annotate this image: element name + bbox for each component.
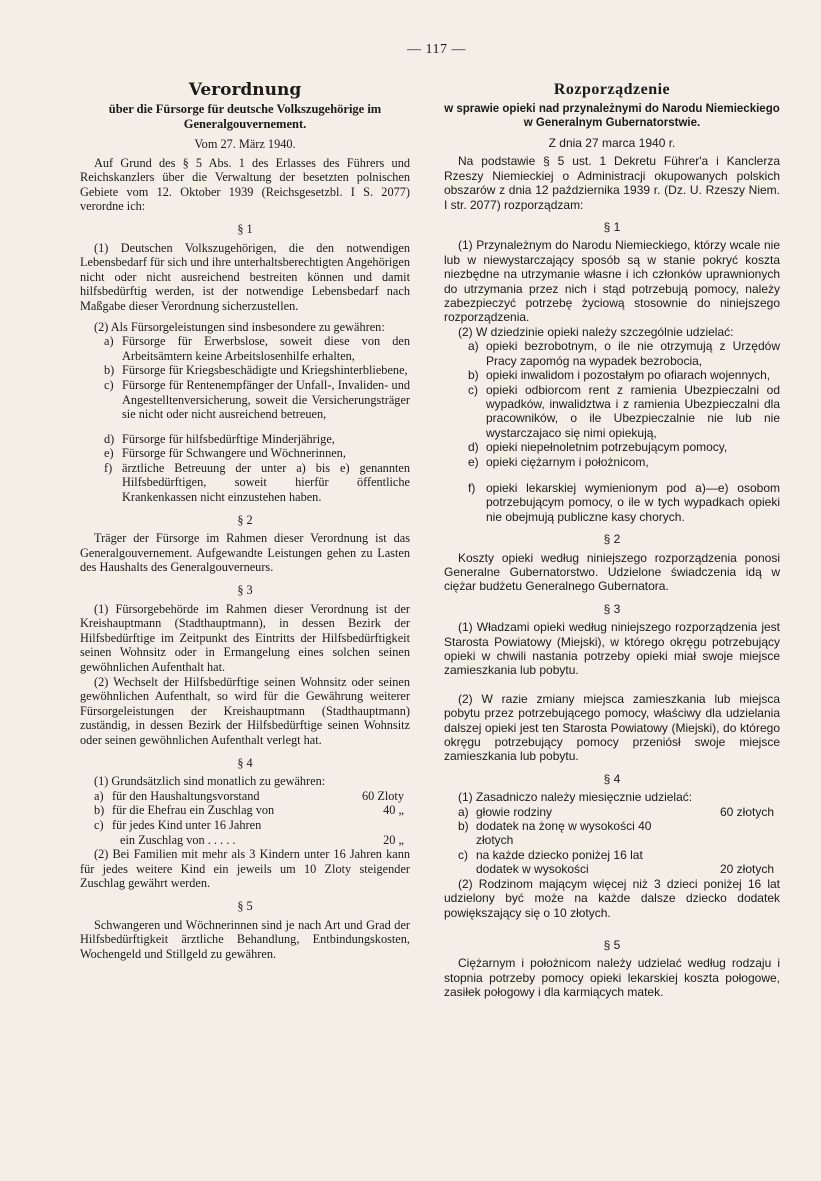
list-item-text: Fürsorge für Schwangere und Wöchnerinnen, bbox=[122, 446, 346, 461]
list-item-text: ärztliche Betreuung der unter a) bis e) genannten Hilfsbedürftigen, soweit hierfür öffentliche Krankenkassen nicht einzustehen haben. bbox=[122, 460, 410, 505]
polish-s1-list bbox=[468, 339, 780, 524]
german-title: Verordnung bbox=[188, 80, 302, 100]
german-section-3-heading: § 3 bbox=[237, 583, 253, 598]
polish-section-3-heading: § 3 bbox=[603, 601, 621, 616]
list-item bbox=[104, 363, 410, 378]
list-item-text: Fürsorge für hilfsbedürftige Minderjährige, bbox=[122, 431, 335, 446]
table-row bbox=[94, 833, 410, 848]
list-item-label: f) bbox=[468, 480, 476, 495]
list-item-text: opieki odbiorcom rent z ramienia Ubezpieczalni od wypadków, inwalidztwa i z ramienia Ubezpieczalni dla pracowników, o ile Ubezpieczalnie nie lub nie wystarczajaco się nimi opiekują, bbox=[486, 382, 780, 440]
german-s4-paragraph-1: (1) Grundsätzlich sind monatlich zu gewähren: bbox=[94, 774, 326, 789]
list-item-text: opieki niepełnoletnim potrzebującym pomocy, bbox=[486, 440, 728, 455]
polish-section-5-heading: § 5 bbox=[603, 937, 621, 952]
table-row bbox=[458, 862, 780, 876]
german-s1-paragraph-1: (1) Deutschen Volkszugehörigen, die den notwendigen Lebensbedarf für sich und ihre unterhaltsberechtigten Angehörigen nicht oder nicht ausreichend bestreiten können und damit hilfsbedürftig werden, ist der notwendige Lebensbedarf nach Maßgabe dieser Verordnung sicherzustellen. bbox=[80, 240, 410, 313]
list-item bbox=[468, 368, 780, 382]
row-text: dodatek w wysokości bbox=[476, 862, 589, 877]
german-date: Vom 27. März 1940. bbox=[194, 137, 296, 151]
list-item-label: b) bbox=[104, 363, 115, 378]
list-item-text: opieki bezrobotnym, o ile nie otrzymują z Urzędów Pracy zapomóg na wypadek bezrobocia, bbox=[486, 339, 780, 368]
polish-date: Z dnia 27 marca 1940 r. bbox=[548, 136, 676, 150]
list-item-text: opieki inwalidom i pozostałym po ofiarach wojennych, bbox=[486, 368, 771, 383]
polish-s2-paragraph-1: Koszty opieki według niniejszego rozporządzenia ponosi Generalne Gubernatorstwo. Udzielone świadczenia idą w ciężar budżetu Generalnego Gubernatora. bbox=[444, 550, 780, 594]
polish-s1-paragraph-1: (1) Przynależnym do Narodu Niemieckiego, którzy wcale nie lub w niewystarczający sposób są w stanie pokryć koszta niezbędne na utrzymanie własne i ich członków uprawnionych do utrzymania przez nich i stąd potrzebują pomocy, należy zabezpieczyć potrzebę życiową stosownie do niniejszego rozporządzenia. bbox=[444, 238, 780, 325]
list-item-text: opieki lekarskiej wymienionym pod a)—e) osobom potrzebującym pomocy, o ile w tych wypadkach opieki nie obejmują publiczne kasy chorych. bbox=[486, 480, 780, 524]
row-text: für den Haushaltungsvorstand bbox=[112, 788, 260, 803]
polish-title: Rozporządzenie bbox=[553, 81, 671, 98]
german-preamble: Auf Grund des § 5 Abs. 1 des Erlasses des Führers und Reichskanzlers über die Verwaltung der besetzten polnischen Gebiete vom 12. Oktober 1939 (Reichsgesetzbl. I S. 2077) verordne ich: bbox=[80, 155, 410, 214]
polish-s4-paragraph-2: (2) Rodzinom mającym więcej niż 3 dzieci poniżej 16 lat udzielony być może na każde dalsze dziecko dodatek powiększający się o 10 złotych. bbox=[444, 876, 780, 920]
polish-s5-paragraph-1: Ciężarnym i położnicom należy udzielać według rodzaju i stopnia potrzeby pomocy opieki lekarskiej koszta połogowe, zasiłek połogowy i dla karmiących matek. bbox=[444, 956, 780, 1000]
table-row bbox=[458, 805, 780, 819]
german-s2-paragraph-1: Träger der Fürsorge im Rahmen dieser Verordnung ist das Generalgouvernement. Aufgewandte Leistungen gehen zu Lasten des Haushalts des Generalgouverneurs. bbox=[80, 531, 410, 575]
polish-subtitle: w sprawie opieki nad przynależnymi do Narodu Niemieckiego w Generalnym Gubernatorstwie. bbox=[444, 103, 780, 129]
list-item bbox=[468, 440, 780, 454]
list-item-label: d) bbox=[104, 431, 115, 446]
german-s1-paragraph-2: (2) Als Fürsorgeleistungen sind insbesondere zu gewähren: bbox=[94, 319, 385, 334]
german-column bbox=[80, 80, 410, 961]
row-value: 20 „ bbox=[383, 832, 404, 847]
list-item bbox=[468, 339, 780, 368]
list-item-label: e) bbox=[468, 454, 479, 469]
polish-preamble: Na podstawie § 5 ust. 1 Dekretu Führer'a i Kanclerza Rzeszy Niemieckiej o Administracji okupowanych polskich obszarów z dnia 12 października 1939 r. (Dz. U. Rzeszy Niem. I str. 2077) rozporządzam: bbox=[444, 154, 780, 212]
german-s4-allowance-table bbox=[94, 789, 410, 847]
row-value: 20 złotych bbox=[719, 862, 774, 877]
polish-s4-paragraph-1: (1) Zasadniczo należy miesięcznie udzielać: bbox=[458, 790, 693, 805]
german-section-4-heading: § 4 bbox=[237, 755, 253, 770]
row-label bbox=[94, 833, 112, 848]
list-item-text: Fürsorge für Kriegsbeschädigte und Kriegshinterbliebene, bbox=[122, 363, 408, 378]
polish-section-2-heading: § 2 bbox=[603, 532, 621, 547]
list-item bbox=[104, 446, 410, 461]
row-text: na każde dziecko poniżej 16 lat bbox=[476, 847, 643, 862]
list-item-label: a) bbox=[468, 339, 479, 354]
list-item bbox=[104, 378, 410, 422]
list-item-label: b) bbox=[468, 368, 479, 383]
list-item bbox=[468, 383, 780, 441]
list-item-label: c) bbox=[468, 382, 478, 397]
row-text: für jedes Kind unter 16 Jahren bbox=[112, 817, 262, 832]
row-value bbox=[684, 819, 780, 848]
list-item-label: c) bbox=[104, 377, 114, 392]
table-row bbox=[94, 818, 410, 833]
polish-s4-allowance-table bbox=[458, 805, 780, 877]
list-item bbox=[468, 455, 780, 469]
list-item-text: Fürsorge für Rentenempfänger der Unfall-, Invaliden- und Angestelltenversicherung, soweit die Versicherungsträger sie nicht oder nicht ausreichend betreuen, bbox=[122, 377, 410, 422]
polish-section-4-heading: § 4 bbox=[603, 771, 621, 786]
row-label: b) bbox=[458, 819, 469, 834]
german-s3-paragraph-1: (1) Fürsorgebehörde im Rahmen dieser Verordnung ist der Kreishauptmann (Stadthauptmann), in dessen Bezirk der Hilfsbedürftige im Zeitpunkt des Eintritts der Hilfsbedürftigkeit seinen Wohnsitz oder in Ermangelung eines solchen seinen gewöhnlichen Aufenthalt hat. bbox=[80, 601, 410, 674]
german-section-5-heading: § 5 bbox=[237, 898, 253, 913]
table-row bbox=[94, 803, 410, 818]
list-item-text: opieki ciężarnym i położnicom, bbox=[486, 454, 649, 469]
german-s1-list bbox=[104, 334, 410, 505]
row-label: a) bbox=[94, 788, 104, 803]
row-value: 60 złotych bbox=[719, 804, 774, 819]
polish-s3-paragraph-1: (1) Władzami opieki według niniejszego rozporządzenia jest Starosta Powiatowy (Miejski), w którego okręgu potrzebujący opieki w chwili nastania potrzeby opieki miał swoje miejsce zamieszkania lub pobytu. bbox=[444, 620, 780, 678]
row-value bbox=[314, 818, 410, 833]
two-column-layout bbox=[80, 80, 793, 1000]
row-text: głowie rodziny bbox=[476, 804, 553, 819]
polish-section-1-heading: § 1 bbox=[603, 220, 621, 235]
row-label: c) bbox=[458, 847, 468, 862]
list-item-text: Fürsorge für Erwerbslose, soweit diese von den Arbeitsämtern keine Arbeitslosenhilfe erhalten, bbox=[122, 334, 410, 363]
polish-column bbox=[444, 80, 780, 1000]
row-value: 40 „ bbox=[383, 803, 404, 818]
list-item bbox=[468, 481, 780, 524]
german-s5-paragraph-1: Schwangeren und Wöchnerinnen sind je nach Art und Grad der Hilfsbedürftigkeit ärztliche Behandlung, Entbindungskosten, Wochengeld und Stillgeld zu gewähren. bbox=[80, 917, 410, 961]
german-subtitle: über die Fürsorge für deutsche Volkszugehörige im Generalgouvernement. bbox=[108, 102, 382, 131]
row-value bbox=[684, 848, 780, 862]
page-number: — 117 — bbox=[407, 42, 466, 57]
german-section-2-heading: § 2 bbox=[237, 512, 253, 527]
german-s3-paragraph-2: (2) Wechselt der Hilfsbedürftige seinen Wohnsitz oder seinen gewöhnlichen Aufenthalt, so wird für die Gewährung weiterer Fürsorgeleistungen der Kreishauptmann (Stadthauptmann) zuständig, in dessen Bezirk der Hilfsbedürftige seinen Wohnsitz oder seinen gewöhnlichen Aufenthalt verlegt hat. bbox=[80, 674, 410, 747]
polish-s1-paragraph-2: (2) W dziedzinie opieki należy szczególnie udzielać: bbox=[458, 324, 734, 339]
row-label bbox=[458, 862, 476, 876]
table-row bbox=[458, 848, 780, 862]
row-value: 60 Zloty bbox=[361, 788, 404, 803]
german-s4-paragraph-2: (2) Bei Familien mit mehr als 3 Kindern unter 16 Jahren kann für jedes weitere Kind ein jeweils um 10 Zloty steigender Zuschlag gewährt werden. bbox=[80, 847, 410, 891]
list-item bbox=[104, 461, 410, 505]
table-row bbox=[458, 819, 780, 848]
polish-s3-paragraph-2: (2) W razie zmiany miejsca zamieszkania lub miejsca pobytu przez potrzebującego pomocy, właściwy dla udzielania dalszej opieki jest ten Starosta Powiatowy (Miejski), do którego okręgu potrzebujący pomocy przeniósł swoje miejsce zamieszkania lub pobytu. bbox=[444, 691, 780, 764]
row-label: b) bbox=[94, 803, 105, 818]
list-item bbox=[104, 334, 410, 363]
table-row bbox=[94, 789, 410, 804]
row-text: für die Ehefrau ein Zuschlag von bbox=[112, 803, 275, 818]
row-text: ein Zuschlag von . . . . . bbox=[120, 832, 236, 847]
list-item bbox=[104, 432, 410, 447]
list-item-label: f) bbox=[104, 460, 113, 475]
row-label: c) bbox=[94, 817, 104, 832]
row-label: a) bbox=[458, 804, 469, 819]
list-item-label: e) bbox=[104, 446, 114, 461]
row-text: dodatek na żonę w wysokości 40 złotych bbox=[476, 819, 652, 848]
list-item-label: a) bbox=[104, 334, 114, 349]
german-section-1-heading: § 1 bbox=[237, 221, 253, 236]
list-item-label: d) bbox=[468, 440, 479, 455]
